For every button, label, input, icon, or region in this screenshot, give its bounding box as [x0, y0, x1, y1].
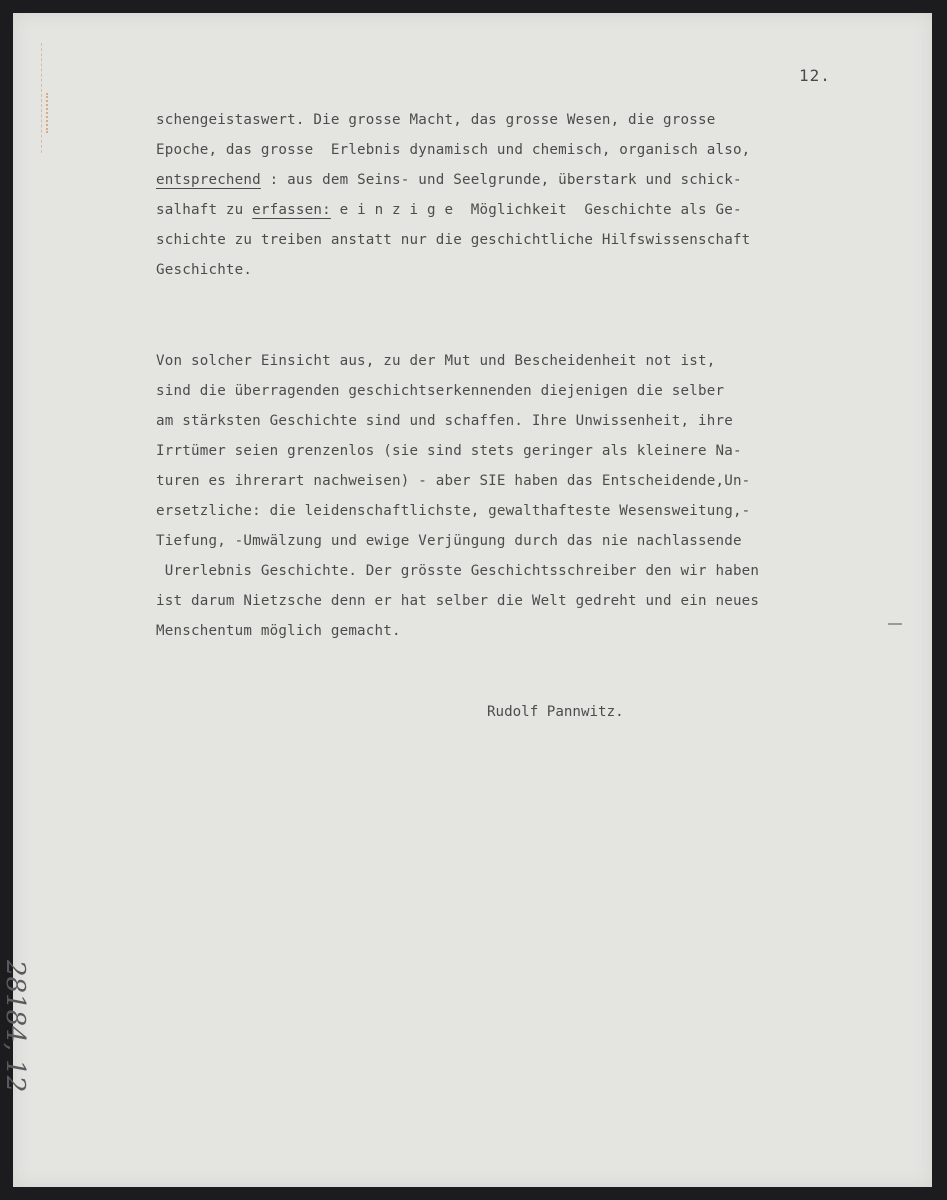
- text-line: Tiefung, -Umwälzung und ewige Verjüngung durch das nie nachlassende: [156, 533, 742, 549]
- text-line: ersetzliche: die leidenschaftlichste, gewalthafteste Wesensweitung,-: [156, 503, 751, 519]
- paragraph-1: [156, 105, 886, 285]
- paragraph-2: [156, 346, 886, 646]
- document-page: [13, 13, 932, 1187]
- text-span: salhaft zu: [156, 202, 253, 218]
- text-line: ist darum Nietzsche denn er hat selber die Welt gedreht und ein neues: [156, 593, 760, 609]
- text-line: [156, 195, 886, 225]
- text-span: : aus dem Seins- und Seelgrunde, überstark und schick-: [260, 172, 742, 188]
- paper-mark: [888, 623, 902, 625]
- text-line: Von solcher Einsicht aus, zu der Mut und Bescheidenheit not ist,: [156, 353, 716, 369]
- text-line: Urerlebnis Geschichte. Der grösste Geschichtsschreiber den wir haben: [156, 563, 760, 579]
- archive-number-text: 28184, 12: [0, 960, 30, 1093]
- text-line: schengeistaswert. Die grosse Macht, das grosse Wesen, die grosse: [156, 112, 716, 128]
- archive-number: [0, 960, 58, 1120]
- text-line: sind die überragenden geschichtserkennenden diejenigen die selber: [156, 383, 725, 399]
- text-line: turen es ihrerart nachweisen) - aber SIE haben das Entscheidende,Un-: [156, 473, 751, 489]
- text-line: am stärksten Geschichte sind und schaffen. Ihre Unwissenheit, ihre: [156, 413, 733, 429]
- text-span: e i n z i g e Möglichkeit Geschichte als Ge-: [330, 202, 742, 218]
- page-number: 12.: [799, 66, 831, 85]
- signature: Rudolf Pannwitz.: [487, 704, 624, 720]
- text-line: [156, 165, 886, 195]
- underlined-word: erfassen:: [252, 202, 331, 218]
- text-line: Irrtümer seien grenzenlos (sie sind stets geringer als kleinere Na-: [156, 443, 742, 459]
- margin-fold-mark: [41, 43, 98, 153]
- underlined-word: entsprechend: [156, 172, 261, 188]
- text-line: Menschentum möglich gemacht.: [156, 623, 401, 639]
- text-line: Geschichte.: [156, 262, 253, 278]
- text-line: schichte zu treiben anstatt nur die geschichtliche Hilfswissenschaft: [156, 232, 751, 248]
- staple-mark: [46, 93, 58, 133]
- text-line: Epoche, das grosse Erlebnis dynamisch und chemisch, organisch also,: [156, 142, 751, 158]
